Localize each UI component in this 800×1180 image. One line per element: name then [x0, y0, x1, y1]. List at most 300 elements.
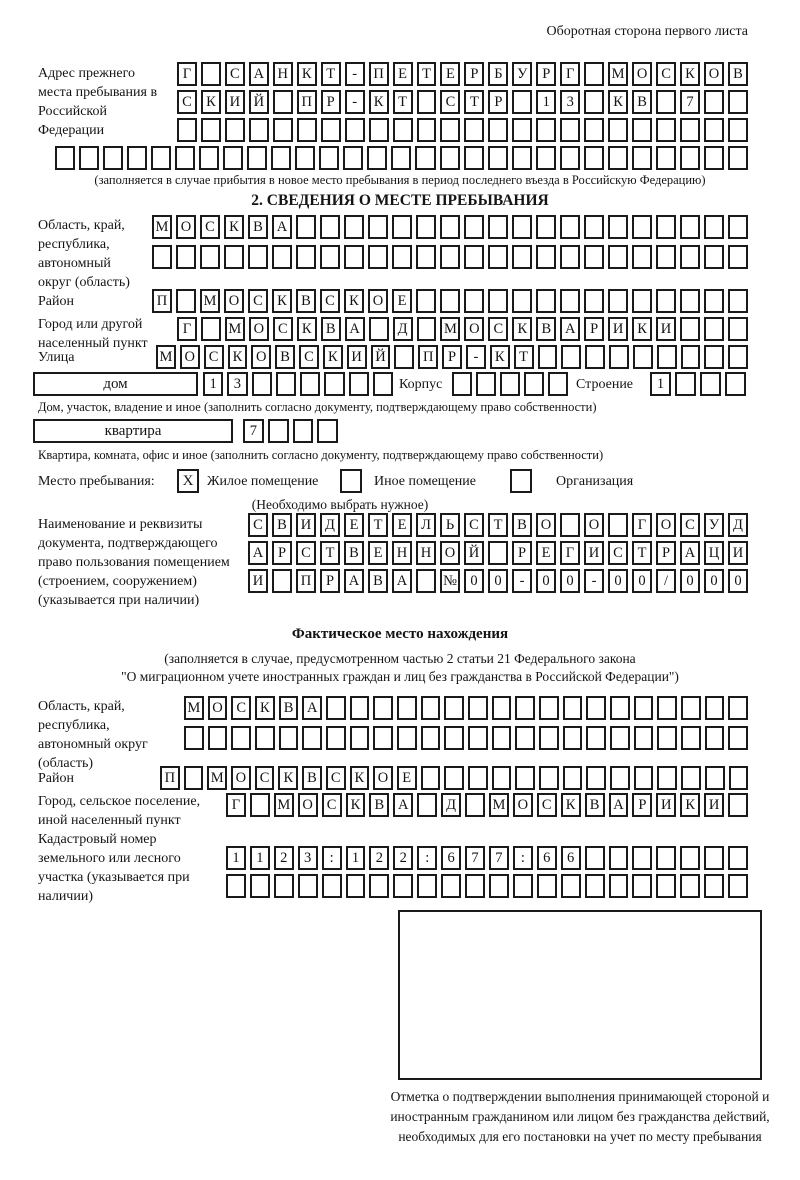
char-box[interactable]: /: [656, 569, 676, 593]
char-box[interactable]: [512, 215, 532, 239]
char-box[interactable]: [201, 62, 221, 86]
char-box[interactable]: [326, 696, 346, 720]
char-box[interactable]: А: [393, 793, 413, 817]
char-box[interactable]: [700, 372, 721, 396]
char-box[interactable]: Н: [416, 541, 436, 565]
char-box[interactable]: П: [369, 62, 389, 86]
char-box[interactable]: С: [320, 289, 340, 313]
char-box[interactable]: Т: [417, 62, 437, 86]
char-box[interactable]: В: [344, 541, 364, 565]
char-box[interactable]: 0: [560, 569, 580, 593]
char-box[interactable]: Т: [320, 541, 340, 565]
char-box[interactable]: [392, 245, 412, 269]
char-box[interactable]: [223, 146, 243, 170]
char-box[interactable]: И: [704, 793, 724, 817]
char-box[interactable]: [417, 874, 437, 898]
char-box[interactable]: [524, 372, 544, 396]
char-box[interactable]: Е: [440, 62, 460, 86]
char-box[interactable]: [273, 118, 293, 142]
char-box[interactable]: 1: [250, 846, 270, 870]
char-box[interactable]: Т: [321, 62, 341, 86]
char-box[interactable]: [208, 726, 228, 750]
char-box[interactable]: [680, 846, 700, 870]
char-box[interactable]: [656, 846, 676, 870]
char-box[interactable]: [369, 874, 389, 898]
char-box[interactable]: [705, 696, 725, 720]
char-box[interactable]: [586, 726, 606, 750]
char-box[interactable]: [276, 372, 296, 396]
char-box[interactable]: С: [273, 317, 293, 341]
char-box[interactable]: 0: [536, 569, 556, 593]
char-box[interactable]: Г: [560, 62, 580, 86]
char-box[interactable]: И: [728, 541, 748, 565]
char-box[interactable]: [417, 118, 437, 142]
char-box[interactable]: Г: [177, 317, 197, 341]
char-box[interactable]: [610, 726, 630, 750]
char-box[interactable]: [608, 289, 628, 313]
char-box[interactable]: [468, 696, 488, 720]
char-box[interactable]: [345, 118, 365, 142]
char-box[interactable]: [675, 372, 696, 396]
char-box[interactable]: [632, 874, 652, 898]
char-box[interactable]: К: [680, 62, 700, 86]
char-box[interactable]: 1: [226, 846, 246, 870]
char-box[interactable]: [608, 245, 628, 269]
char-box[interactable]: Р: [536, 62, 556, 86]
char-box[interactable]: Е: [536, 541, 556, 565]
char-box[interactable]: Е: [368, 541, 388, 565]
checkbox-other-premises[interactable]: [340, 469, 362, 493]
char-box[interactable]: [656, 289, 676, 313]
char-box[interactable]: [492, 766, 512, 790]
char-box[interactable]: [563, 726, 583, 750]
char-box[interactable]: [464, 215, 484, 239]
char-box[interactable]: [249, 118, 269, 142]
char-box[interactable]: [656, 90, 676, 114]
char-box[interactable]: [563, 766, 583, 790]
char-box[interactable]: В: [728, 62, 748, 86]
char-box[interactable]: М: [608, 62, 628, 86]
char-box[interactable]: У: [512, 62, 532, 86]
char-box[interactable]: [321, 118, 341, 142]
char-box[interactable]: 3: [560, 90, 580, 114]
char-box[interactable]: [79, 146, 99, 170]
char-box[interactable]: И: [347, 345, 367, 369]
char-box[interactable]: Й: [371, 345, 391, 369]
char-box[interactable]: [392, 215, 412, 239]
char-box[interactable]: Р: [584, 317, 604, 341]
char-box[interactable]: [279, 726, 299, 750]
char-box[interactable]: М: [152, 215, 172, 239]
char-box[interactable]: [488, 118, 508, 142]
char-box[interactable]: [368, 215, 388, 239]
char-box[interactable]: [608, 146, 628, 170]
char-box[interactable]: А: [345, 317, 365, 341]
char-box[interactable]: [468, 726, 488, 750]
char-box[interactable]: [632, 289, 652, 313]
char-box[interactable]: [584, 289, 604, 313]
char-box[interactable]: [610, 766, 630, 790]
char-box[interactable]: [539, 696, 559, 720]
char-box[interactable]: [500, 372, 520, 396]
char-box[interactable]: В: [368, 569, 388, 593]
char-box[interactable]: [272, 569, 292, 593]
char-box[interactable]: [176, 245, 196, 269]
char-box[interactable]: [681, 345, 701, 369]
char-box[interactable]: К: [369, 90, 389, 114]
char-box[interactable]: [300, 372, 320, 396]
char-box[interactable]: [350, 696, 370, 720]
char-box[interactable]: 7: [489, 846, 509, 870]
char-box[interactable]: П: [152, 289, 172, 313]
char-box[interactable]: И: [608, 317, 628, 341]
char-box[interactable]: [127, 146, 147, 170]
char-box[interactable]: [440, 146, 460, 170]
char-box[interactable]: [728, 793, 748, 817]
char-box[interactable]: [177, 118, 197, 142]
char-box[interactable]: О: [656, 513, 676, 537]
char-box[interactable]: [346, 874, 366, 898]
char-box[interactable]: [536, 245, 556, 269]
char-box[interactable]: [585, 846, 605, 870]
char-box[interactable]: [319, 146, 339, 170]
char-box[interactable]: [296, 245, 316, 269]
char-box[interactable]: 6: [537, 846, 557, 870]
char-box[interactable]: В: [585, 793, 605, 817]
char-box[interactable]: [515, 726, 535, 750]
char-box[interactable]: М: [274, 793, 294, 817]
char-box[interactable]: [322, 874, 342, 898]
char-box[interactable]: [515, 696, 535, 720]
char-box[interactable]: [681, 766, 701, 790]
char-box[interactable]: 1: [650, 372, 671, 396]
char-box[interactable]: 2: [369, 846, 389, 870]
char-box[interactable]: М: [200, 289, 220, 313]
char-box[interactable]: [201, 118, 221, 142]
char-box[interactable]: [488, 146, 508, 170]
char-box[interactable]: [489, 874, 509, 898]
char-box[interactable]: [416, 245, 436, 269]
char-box[interactable]: К: [228, 345, 248, 369]
char-box[interactable]: [421, 726, 441, 750]
char-box[interactable]: [268, 419, 289, 443]
char-box[interactable]: [444, 696, 464, 720]
char-box[interactable]: [704, 245, 724, 269]
char-box[interactable]: [680, 215, 700, 239]
char-box[interactable]: С: [200, 215, 220, 239]
char-box[interactable]: 0: [632, 569, 652, 593]
char-box[interactable]: [537, 874, 557, 898]
char-box[interactable]: [476, 372, 496, 396]
char-box[interactable]: [368, 245, 388, 269]
char-box[interactable]: О: [513, 793, 533, 817]
char-box[interactable]: [464, 146, 484, 170]
char-box[interactable]: [513, 874, 533, 898]
char-box[interactable]: [728, 726, 748, 750]
char-box[interactable]: [465, 874, 485, 898]
checkbox-dwelling[interactable]: X: [177, 469, 199, 493]
char-box[interactable]: К: [297, 62, 317, 86]
char-box[interactable]: [584, 62, 604, 86]
char-box[interactable]: [608, 118, 628, 142]
char-box[interactable]: К: [323, 345, 343, 369]
char-box[interactable]: В: [272, 513, 292, 537]
char-box[interactable]: [656, 245, 676, 269]
char-box[interactable]: [728, 118, 748, 142]
char-box[interactable]: С: [656, 62, 676, 86]
char-box[interactable]: [705, 726, 725, 750]
char-box[interactable]: К: [350, 766, 370, 790]
char-box[interactable]: [200, 245, 220, 269]
char-box[interactable]: В: [512, 513, 532, 537]
char-box[interactable]: Г: [226, 793, 246, 817]
char-box[interactable]: [704, 846, 724, 870]
char-box[interactable]: [452, 372, 472, 396]
char-box[interactable]: [103, 146, 123, 170]
char-box[interactable]: 0: [728, 569, 748, 593]
char-box[interactable]: [226, 874, 246, 898]
char-box[interactable]: [184, 766, 204, 790]
char-box[interactable]: [632, 146, 652, 170]
char-box[interactable]: О: [231, 766, 251, 790]
char-box[interactable]: А: [272, 215, 292, 239]
char-box[interactable]: Л: [416, 513, 436, 537]
char-box[interactable]: 2: [393, 846, 413, 870]
char-box[interactable]: [417, 793, 437, 817]
char-box[interactable]: Р: [320, 569, 340, 593]
char-box[interactable]: [705, 766, 725, 790]
char-box[interactable]: [417, 317, 437, 341]
char-box[interactable]: [609, 874, 629, 898]
char-box[interactable]: [151, 146, 171, 170]
char-box[interactable]: [560, 118, 580, 142]
char-box[interactable]: [609, 345, 629, 369]
char-box[interactable]: В: [321, 317, 341, 341]
char-box[interactable]: -: [512, 569, 532, 593]
char-box[interactable]: [728, 146, 748, 170]
char-box[interactable]: О: [632, 62, 652, 86]
char-box[interactable]: [421, 766, 441, 790]
char-box[interactable]: В: [279, 696, 299, 720]
char-box[interactable]: О: [704, 62, 724, 86]
char-box[interactable]: И: [584, 541, 604, 565]
char-box[interactable]: С: [440, 90, 460, 114]
char-box[interactable]: [548, 372, 568, 396]
char-box[interactable]: [468, 766, 488, 790]
char-box[interactable]: [464, 245, 484, 269]
char-box[interactable]: [274, 874, 294, 898]
char-box[interactable]: С: [248, 289, 268, 313]
char-box[interactable]: [369, 317, 389, 341]
char-box[interactable]: [680, 317, 700, 341]
char-box[interactable]: Й: [464, 541, 484, 565]
char-box[interactable]: В: [632, 90, 652, 114]
char-box[interactable]: [633, 345, 653, 369]
char-box[interactable]: [175, 146, 195, 170]
char-box[interactable]: К: [201, 90, 221, 114]
char-box[interactable]: Р: [656, 541, 676, 565]
char-box[interactable]: Г: [560, 541, 580, 565]
char-box[interactable]: :: [322, 846, 342, 870]
char-box[interactable]: [225, 118, 245, 142]
char-box[interactable]: [393, 118, 413, 142]
char-box[interactable]: [515, 766, 535, 790]
char-box[interactable]: [152, 245, 172, 269]
char-box[interactable]: -: [345, 62, 365, 86]
char-box[interactable]: И: [248, 569, 268, 593]
char-box[interactable]: С: [608, 541, 628, 565]
char-box[interactable]: С: [326, 766, 346, 790]
char-box[interactable]: [728, 846, 748, 870]
char-box[interactable]: :: [417, 846, 437, 870]
char-box[interactable]: Ц: [704, 541, 724, 565]
char-box[interactable]: [728, 289, 748, 313]
char-box[interactable]: Т: [632, 541, 652, 565]
char-box[interactable]: [421, 696, 441, 720]
char-box[interactable]: [394, 345, 414, 369]
char-box[interactable]: [344, 245, 364, 269]
char-box[interactable]: [608, 513, 628, 537]
char-box[interactable]: [250, 874, 270, 898]
char-box[interactable]: -: [466, 345, 486, 369]
char-box[interactable]: [464, 289, 484, 313]
char-box[interactable]: [417, 90, 437, 114]
char-box[interactable]: [632, 215, 652, 239]
char-box[interactable]: К: [278, 766, 298, 790]
char-box[interactable]: С: [488, 317, 508, 341]
char-box[interactable]: И: [225, 90, 245, 114]
char-box[interactable]: А: [344, 569, 364, 593]
char-box[interactable]: [350, 726, 370, 750]
char-box[interactable]: [584, 215, 604, 239]
char-box[interactable]: [656, 215, 676, 239]
char-box[interactable]: Д: [441, 793, 461, 817]
char-box[interactable]: [324, 372, 344, 396]
char-box[interactable]: [512, 146, 532, 170]
char-box[interactable]: [704, 146, 724, 170]
char-box[interactable]: А: [609, 793, 629, 817]
char-box[interactable]: 3: [227, 372, 247, 396]
char-box[interactable]: 0: [608, 569, 628, 593]
char-box[interactable]: Ь: [440, 513, 460, 537]
char-box[interactable]: [704, 90, 724, 114]
char-box[interactable]: [704, 118, 724, 142]
char-box[interactable]: В: [302, 766, 322, 790]
char-box[interactable]: [634, 766, 654, 790]
char-box[interactable]: -: [345, 90, 365, 114]
char-box[interactable]: [704, 317, 724, 341]
char-box[interactable]: [373, 726, 393, 750]
char-box[interactable]: [252, 372, 272, 396]
char-box[interactable]: [349, 372, 369, 396]
char-box[interactable]: [680, 146, 700, 170]
char-box[interactable]: [271, 146, 291, 170]
char-box[interactable]: [538, 345, 558, 369]
char-box[interactable]: [201, 317, 221, 341]
char-box[interactable]: С: [177, 90, 197, 114]
char-box[interactable]: О: [251, 345, 271, 369]
char-box[interactable]: [255, 726, 275, 750]
char-box[interactable]: Т: [368, 513, 388, 537]
char-box[interactable]: [657, 696, 677, 720]
char-box[interactable]: У: [704, 513, 724, 537]
char-box[interactable]: О: [373, 766, 393, 790]
char-box[interactable]: [536, 118, 556, 142]
char-box[interactable]: [680, 118, 700, 142]
char-box[interactable]: [444, 726, 464, 750]
char-box[interactable]: Е: [344, 513, 364, 537]
char-box[interactable]: С: [537, 793, 557, 817]
char-box[interactable]: [561, 345, 581, 369]
char-box[interactable]: [440, 245, 460, 269]
char-box[interactable]: [296, 215, 316, 239]
char-box[interactable]: Й: [249, 90, 269, 114]
char-box[interactable]: И: [656, 793, 676, 817]
char-box[interactable]: [440, 289, 460, 313]
char-box[interactable]: [248, 245, 268, 269]
char-box[interactable]: Д: [393, 317, 413, 341]
char-box[interactable]: А: [680, 541, 700, 565]
char-box[interactable]: [586, 766, 606, 790]
char-box[interactable]: В: [369, 793, 389, 817]
char-box[interactable]: [391, 146, 411, 170]
char-box[interactable]: [560, 215, 580, 239]
char-box[interactable]: [656, 146, 676, 170]
char-box[interactable]: П: [160, 766, 180, 790]
char-box[interactable]: [585, 874, 605, 898]
char-box[interactable]: С: [255, 766, 275, 790]
char-box[interactable]: В: [275, 345, 295, 369]
char-box[interactable]: Р: [464, 62, 484, 86]
char-box[interactable]: С: [299, 345, 319, 369]
char-box[interactable]: [441, 874, 461, 898]
char-box[interactable]: П: [297, 90, 317, 114]
char-box[interactable]: [317, 419, 338, 443]
char-box[interactable]: [231, 726, 251, 750]
char-box[interactable]: [393, 874, 413, 898]
char-box[interactable]: Т: [393, 90, 413, 114]
char-box[interactable]: [488, 215, 508, 239]
char-box[interactable]: П: [418, 345, 438, 369]
char-box[interactable]: Р: [442, 345, 462, 369]
char-box[interactable]: 3: [298, 846, 318, 870]
char-box[interactable]: Т: [488, 513, 508, 537]
char-box[interactable]: 0: [704, 569, 724, 593]
char-box[interactable]: 7: [465, 846, 485, 870]
char-box[interactable]: К: [512, 317, 532, 341]
char-box[interactable]: С: [322, 793, 342, 817]
char-box[interactable]: [397, 726, 417, 750]
char-box[interactable]: [492, 696, 512, 720]
char-box[interactable]: [728, 215, 748, 239]
char-box[interactable]: [298, 874, 318, 898]
char-box[interactable]: [539, 766, 559, 790]
char-box[interactable]: [440, 215, 460, 239]
char-box[interactable]: [728, 317, 748, 341]
char-box[interactable]: К: [344, 289, 364, 313]
char-box[interactable]: Р: [321, 90, 341, 114]
char-box[interactable]: Р: [512, 541, 532, 565]
char-box[interactable]: [224, 245, 244, 269]
char-box[interactable]: О: [176, 215, 196, 239]
char-box[interactable]: Д: [728, 513, 748, 537]
char-box[interactable]: 6: [441, 846, 461, 870]
char-box[interactable]: [440, 118, 460, 142]
char-box[interactable]: С: [225, 62, 245, 86]
char-box[interactable]: [680, 289, 700, 313]
char-box[interactable]: 6: [561, 846, 581, 870]
char-box[interactable]: М: [489, 793, 509, 817]
